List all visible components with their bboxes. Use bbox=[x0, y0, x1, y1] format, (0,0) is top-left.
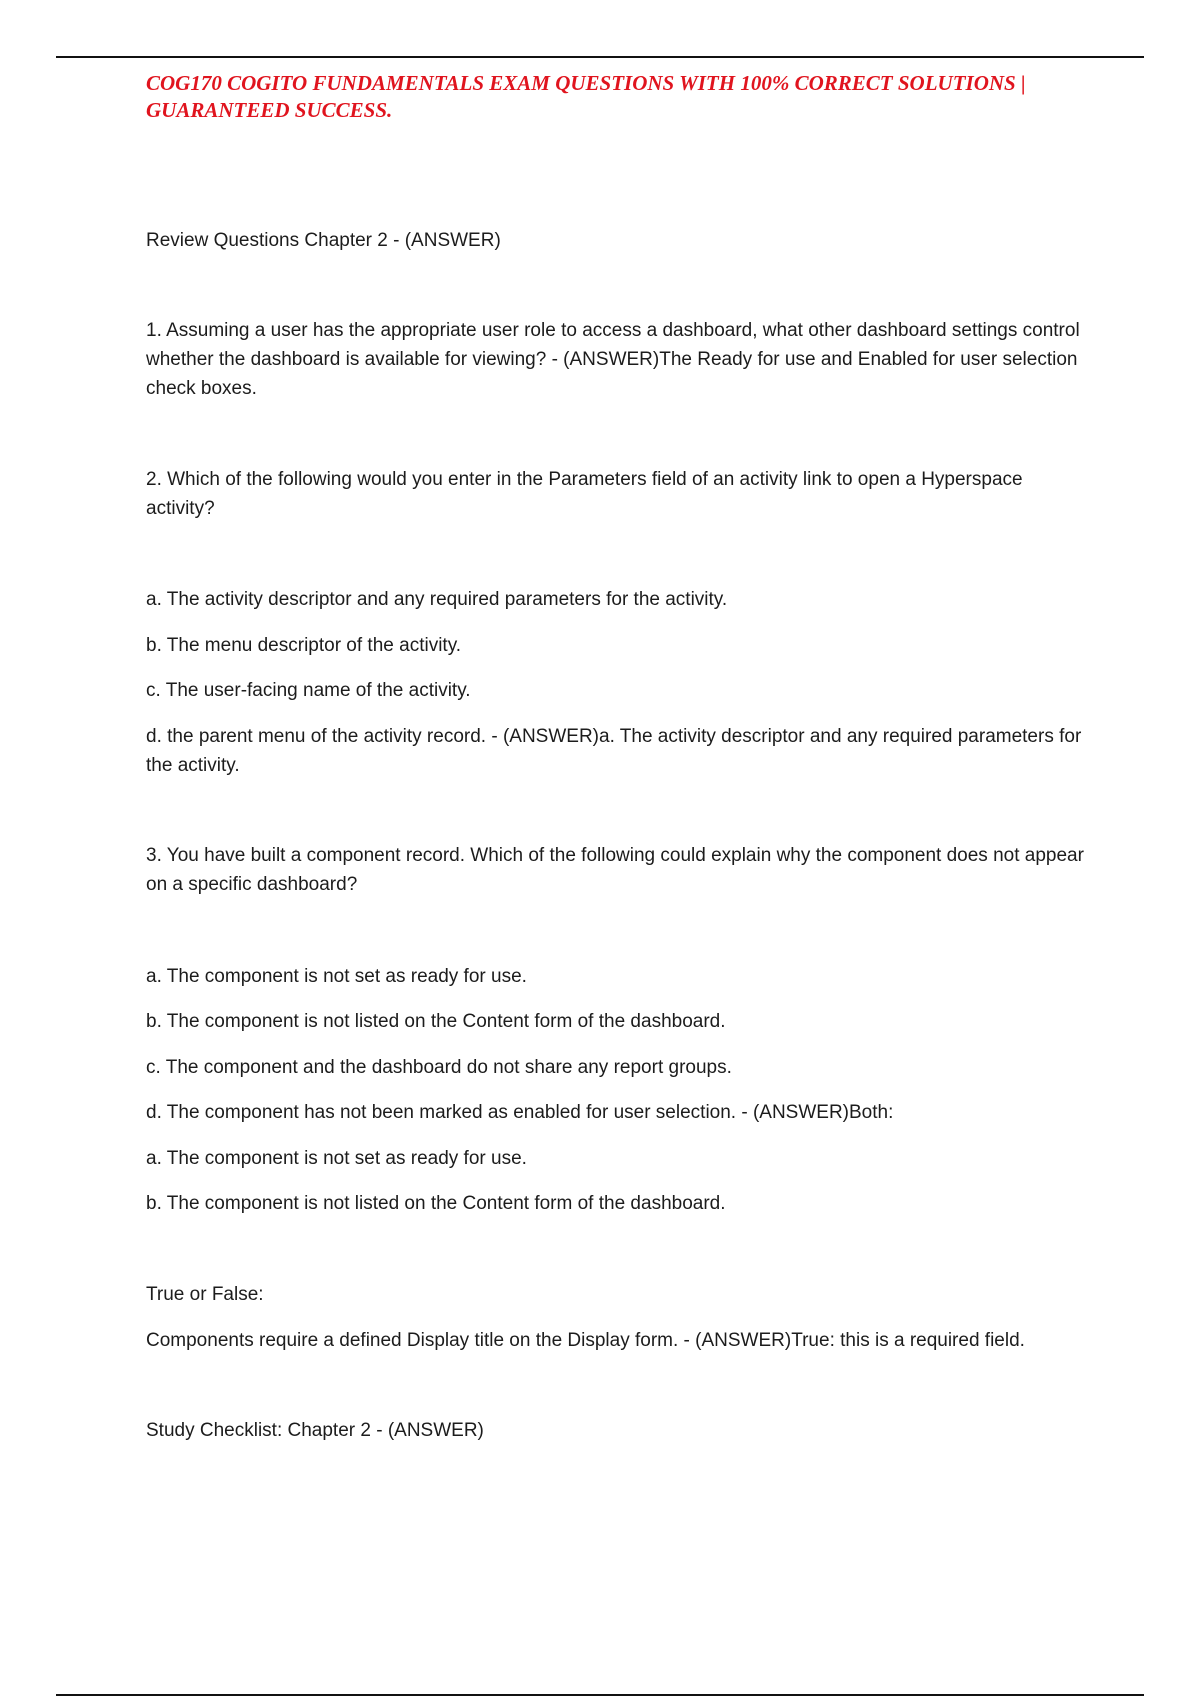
question-3-answer-a: a. The component is not set as ready for use. bbox=[146, 1148, 527, 1169]
question-2-option-c: c. The user-facing name of the activity. bbox=[146, 680, 471, 701]
section-heading: Review Questions Chapter 2 - (ANSWER) bbox=[146, 230, 501, 251]
question-3-option-c: c. The component and the dashboard do not share any report groups. bbox=[146, 1057, 732, 1078]
question-3-option-b: b. The component is not listed on the Content form of the dashboard. bbox=[146, 1011, 726, 1032]
question-3-answer-b: b. The component is not listed on the Content form of the dashboard. bbox=[146, 1193, 726, 1214]
question-3-option-d: d. The component has not been marked as enabled for user selection. - (ANSWER)Both: bbox=[146, 1102, 894, 1123]
question-2-option-b: b. The menu descriptor of the activity. bbox=[146, 635, 462, 656]
question-2-option-d: d. the parent menu of the activity record. - (ANSWER)a. The activity descriptor and any required parameters for the activity. bbox=[146, 726, 1082, 776]
question-3-option-a: a. The component is not set as ready for use. bbox=[146, 966, 527, 987]
question-2: 2. Which of the following would you enter in the Parameters field of an activity link to open a Hyperspace activity? bbox=[146, 469, 1023, 519]
study-checklist-heading: Study Checklist: Chapter 2 - (ANSWER) bbox=[146, 1420, 484, 1441]
true-false-statement: Components require a defined Display title on the Display form. - (ANSWER)True: this is a required field. bbox=[146, 1330, 1025, 1351]
question-2-option-a: a. The activity descriptor and any required parameters for the activity. bbox=[146, 589, 728, 610]
document-title: COG170 COGITO FUNDAMENTALS EXAM QUESTIONS WITH 100% CORRECT SOLUTIONS | GUARANTEED SUCCESS. bbox=[146, 71, 1026, 122]
top-rule bbox=[56, 56, 1144, 58]
question-1: 1. Assuming a user has the appropriate user role to access a dashboard, what other dashboard settings control whether the dashboard is available for viewing? - (ANSWER)The Ready for use and Enabled for user selection check boxes. bbox=[146, 320, 1080, 399]
bottom-rule bbox=[56, 1694, 1144, 1696]
true-false-heading: True or False: bbox=[146, 1284, 264, 1305]
question-3: 3. You have built a component record. Which of the following could explain why the component does not appear on a specific dashboard? bbox=[146, 845, 1084, 895]
